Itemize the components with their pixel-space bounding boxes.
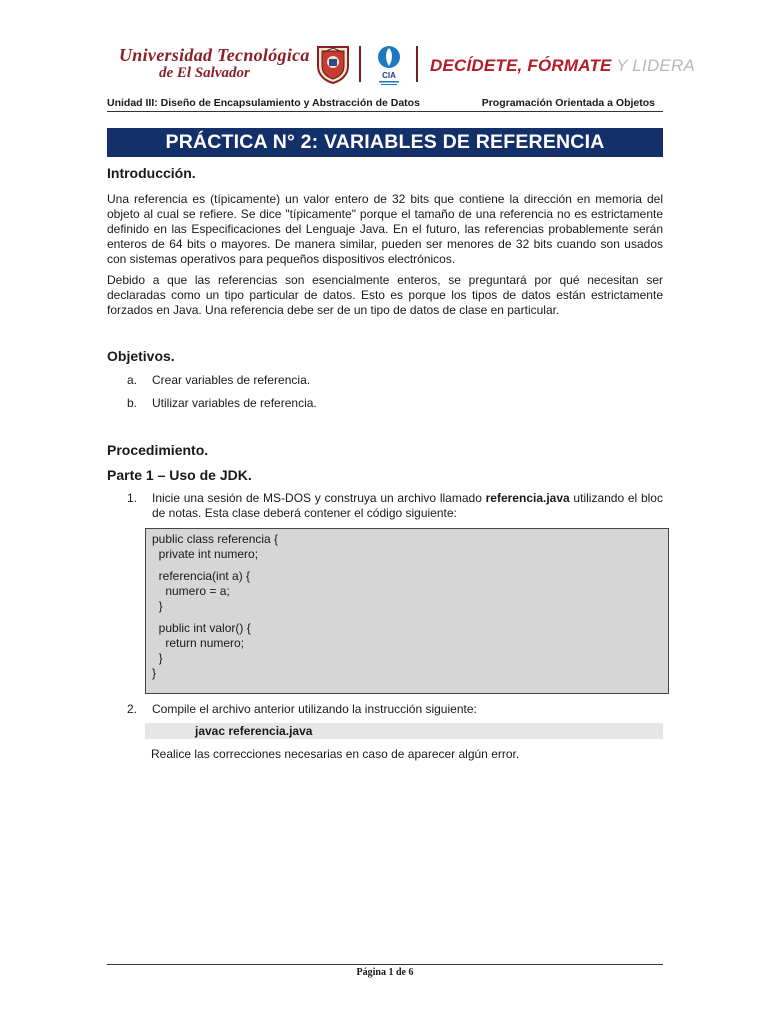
step-text — [152, 491, 663, 521]
code-line: return numero; — [152, 636, 245, 650]
procedure-step — [127, 491, 663, 521]
footer-rule — [107, 964, 663, 965]
subsection-heading-parte1: Parte 1 – Uso de JDK. — [107, 467, 252, 483]
step-text: Compile el archivo anterior utilizando la instrucción siguiente: — [152, 702, 477, 716]
code-line: } — [152, 651, 163, 665]
code-line: private int numero; — [152, 547, 259, 561]
list-marker: b. — [127, 396, 138, 410]
page-header — [107, 40, 695, 90]
university-name-line2: de El Salvador — [159, 65, 250, 81]
course-title: Programación Orientada a Objetos — [481, 97, 655, 109]
code-block — [145, 528, 669, 694]
code-line — [152, 614, 668, 621]
unit-title: Unidad III: Diseño de Encapsulamiento y Abstracción de Datos — [107, 97, 420, 109]
step-number: 2. — [127, 702, 138, 716]
university-name-line1: Universidad Tecnológica — [119, 45, 310, 65]
step-number: 1. — [127, 491, 138, 505]
code-line — [152, 562, 668, 569]
list-marker: a. — [127, 373, 138, 387]
step-filename: referencia.java — [485, 491, 570, 505]
step-note: Realice las correcciones necesarias en caso de aparecer algún error. — [151, 747, 520, 761]
svg-text:CIA: CIA — [382, 71, 396, 80]
page-total: 6 — [408, 967, 414, 978]
code-line: } — [152, 599, 163, 613]
list-item — [127, 373, 310, 388]
list-item-text: Utilizar variables de referencia. — [152, 396, 317, 410]
section-heading-procedimiento: Procedimiento. — [107, 442, 209, 458]
university-logo-text — [119, 46, 310, 81]
header-divider — [416, 46, 418, 82]
page-of: de — [395, 967, 406, 978]
list-item-text: Crear variables de referencia. — [152, 373, 311, 387]
code-line: referencia(int a) { — [152, 569, 251, 583]
page-footer — [107, 967, 663, 978]
command-block: javac referencia.java — [145, 723, 663, 739]
intro-paragraph: Una referencia es (típicamente) un valor entero de 32 bits que contiene la dirección en memoria del objeto al cual se refiere. Se dice "típicamente" porque el tamaño de una referencia no es estrictamente definido en las Especificaciones del Lenguaje Java. En el futuro, las referencias probablemente serán enteros de 64 bits o mayores. De manera similar, pueden ser menores de 32 bits cuando son usados con sistemas operativos para pequeños dispositivos electrónicos. — [107, 192, 663, 266]
university-seal-icon — [315, 44, 351, 84]
intro-paragraph: Debido a que las referencias son esencialmente enteros, se preguntará por qué necesitan ser declaradas como un tipo particular de datos. Esto es porque los tipos de datos están estrictamente forzados en Java. Una referencia debe ser de un tipo de datos de clase en particular. — [107, 273, 663, 317]
section-heading-objetivos: Objetivos. — [107, 348, 175, 364]
motto-part2: Y LIDERA — [611, 56, 695, 75]
procedure-step — [127, 702, 663, 717]
page-label: Página — [356, 967, 386, 978]
code-line: numero = a; — [152, 584, 230, 598]
code-line: public class referencia { — [152, 532, 279, 546]
page-current: 1 — [388, 967, 394, 978]
step-text-after: utilizando el bloc de notas. Esta clase deberá contener el código siguiente: — [152, 491, 663, 520]
header-rule — [107, 111, 663, 112]
practice-title: PRÁCTICA N° 2: VARIABLES DE REFERENCIA — [107, 128, 663, 157]
section-heading-introduccion: Introducción. — [107, 165, 196, 181]
code-line: public int valor() { — [152, 621, 251, 635]
list-item — [127, 396, 317, 411]
motto-slogan — [430, 56, 695, 76]
code-line: } — [152, 666, 157, 680]
header-divider — [359, 46, 361, 82]
step-text-before: Inicie una sesión de MS-DOS y construya un archivo llamado — [152, 491, 486, 505]
motto-part1: DECÍDETE, FÓRMATE — [430, 56, 612, 75]
cia-logo-icon — [372, 44, 406, 86]
